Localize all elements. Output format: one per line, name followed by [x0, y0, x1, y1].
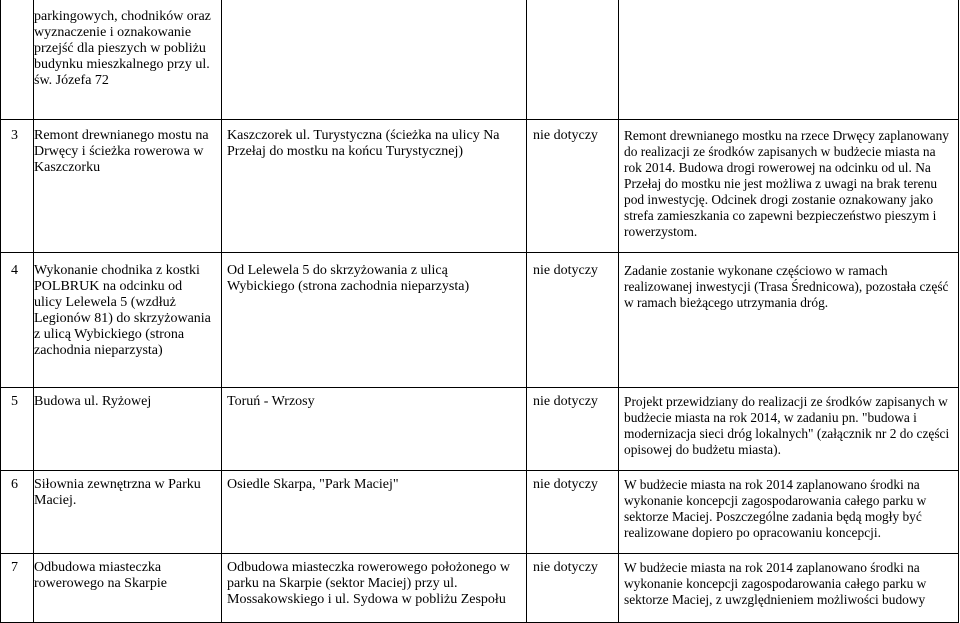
task-status: nie dotyczy: [527, 253, 619, 388]
task-location: [222, 0, 527, 120]
row-number: 3: [1, 120, 34, 253]
task-status: nie dotyczy: [527, 120, 619, 253]
task-description: Projekt przewidziany do realizacji ze środków zapisanych w budżecie miasta na rok 2014, w zadaniu pn. "budowa i modernizacja sieci dróg lokalnych" (załącznik nr 2 do części opisowej do budżetu miasta).: [619, 388, 959, 471]
task-name: parkingowych, chodników oraz wyznaczenie i oznakowanie przejść dla pieszych w pobliżu budynku mieszkalnego przy ul. św. Józefa 72: [34, 9, 211, 88]
task-name: Odbudowa miasteczka rowerowego na Skarpie: [34, 560, 167, 591]
table-row: [1, 120, 959, 253]
row-number: [1, 0, 34, 120]
table-row: [1, 0, 959, 120]
row-number: 6: [1, 471, 34, 554]
task-location: Toruń - Wrzosy: [227, 394, 315, 409]
task-location: Od Lelewela 5 do skrzyżowania z ulicą Wybickiego (strona zachodnia nieparzysta): [227, 263, 470, 294]
task-status: [527, 0, 619, 120]
task-name: Wykonanie chodnika z kostki POLBRUK na odcinku od ulicy Lelewela 5 (wzdłuż Legionów 81) do skrzyżowania z ulicą Wybickiego (strona zachodnia nieparzysta): [34, 263, 211, 358]
task-status: nie dotyczy: [527, 554, 619, 623]
task-description: W budżecie miasta na rok 2014 zaplanowano środki na wykonanie koncepcji zagospodarowania całego parku w sektorze Maciej. Poszczególne zadania będą mogły być realizowane dopiero po opracowaniu koncepcji.: [619, 471, 959, 554]
task-status: nie dotyczy: [527, 471, 619, 554]
row-number: 7: [1, 554, 34, 623]
table-row: [1, 253, 959, 388]
task-name: Budowa ul. Ryżowej: [34, 394, 152, 409]
task-description: Zadanie zostanie wykonane częściowo w ramach realizowanej inwestycji (Trasa Średnicowa), pozostała część w ramach bieżącego utrzymania dróg.: [619, 253, 959, 388]
row-number: 5: [1, 388, 34, 471]
task-name: Remont drewnianego mostu na Drwęcy i ścieżka rowerowa w Kaszczorku: [34, 128, 209, 175]
task-location: Kaszczorek ul. Turystyczna (ścieżka na ulicy Na Przełaj do mostku na końcu Turystycznej): [227, 128, 500, 159]
task-name: Siłownia zewnętrzna w Parku Maciej.: [34, 477, 201, 508]
table-row: [1, 554, 959, 623]
table-row: [1, 471, 959, 554]
row-number: 4: [1, 253, 34, 388]
task-location: Odbudowa miasteczka rowerowego położonego w parku na Skarpie (sektor Maciej) przy ul. Mossakowskiego i ul. Sydowa w pobliżu Zespołu: [227, 560, 511, 607]
task-location: Osiedle Skarpa, "Park Maciej": [227, 477, 399, 492]
task-description: W budżecie miasta na rok 2014 zaplanowano środki na wykonanie koncepcji zagospodarowania całego parku w sektorze Maciej, z uwzględnieniem możliwości budowy: [619, 554, 959, 623]
task-status: nie dotyczy: [527, 388, 619, 471]
task-description: [619, 0, 959, 120]
task-description: Remont drewnianego mostku na rzece Drwęcy zaplanowany do realizacji ze środków zapisanych w budżecie miasta na rok 2014. Budowa drogi rowerowej na odcinku od ul. Na Przełaj do mostku nie jest możliwa z uwagi na brak terenu pod inwestycję. Odcinek drogi zostanie oznakowany jako strefa zamieszkania co zapewni bezpieczeństwo pieszym i rowerzystom.: [619, 120, 959, 253]
table-row: [1, 388, 959, 471]
